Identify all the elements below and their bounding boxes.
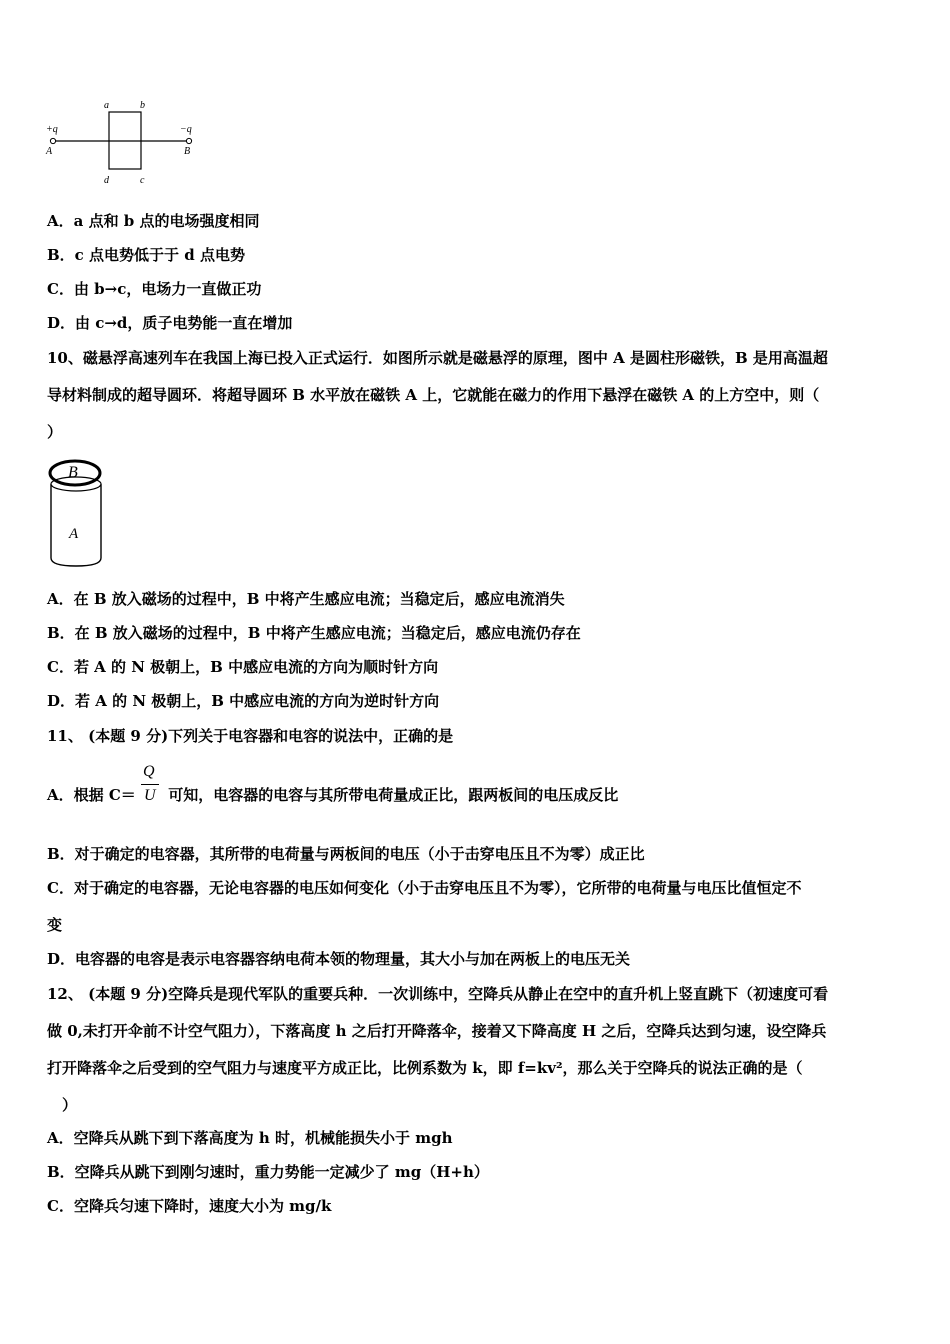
q12-stem-line1: 12、 (本题 9 分)空降兵是现代军队的重要兵种．一次训练中，空降兵从静止在空中的直升机上竖直跳下（初速度可看 (47, 985, 829, 1003)
q10-option-d: D．若 A 的 N 极朝上，B 中感应电流的方向为逆时针方向 (47, 692, 440, 710)
q11-option-d: D．电容器的电容是表示电容器容纳电荷本领的物理量，其大小与加在两板上的电压无关 (47, 950, 631, 968)
q11-stem: 11、 (本题 9 分)下列关于电容器和电容的说法中，正确的是 (47, 727, 454, 745)
q12-option-b: B．空降兵从跳下到刚匀速时，重力势能一定减少了 mg（H+h） (47, 1163, 489, 1181)
q11-option-a (47, 763, 619, 806)
q10-stem-line3: ） (47, 423, 63, 441)
figure-magnet-ring (44, 454, 110, 572)
label-B: B (184, 146, 191, 157)
charge-a-point (50, 138, 55, 143)
label-plus-q: +q (46, 124, 58, 135)
figure-charges-rectangle (40, 96, 210, 188)
q9-option-b: B．c 点电势低于于 d 点电势 (47, 246, 245, 264)
label-minus-q: −q (180, 124, 192, 135)
label-c: c (140, 175, 145, 186)
fraction-bar (141, 784, 159, 785)
q9-option-c: C．由 b→c，电场力一直做正功 (47, 280, 262, 298)
label-a: a (104, 100, 109, 111)
q12-stem-line4: ） (62, 1096, 78, 1114)
q10-option-b: B．在 B 放入磁场的过程中，B 中将产生感应电流；当稳定后，感应电流仍存在 (47, 624, 581, 642)
fraction-denominator: U (144, 787, 156, 804)
q11-option-c-line2: 变 (47, 916, 63, 934)
charge-b-point (186, 138, 191, 143)
q9-option-a: A．a 点和 b 点的电场强度相同 (47, 212, 260, 230)
q12-stem-line3: 打开降落伞之后受到的空气阻力与速度平方成正比，比例系数为 k，即 f=kv²，那么关于空降兵的说法正确的是（ (47, 1059, 803, 1077)
magnet-cylinder-body (51, 484, 101, 566)
magnet-label: A (69, 526, 79, 542)
fraction-numerator: Q (143, 763, 155, 780)
q10-option-c: C．若 A 的 N 极朝上，B 中感应电流的方向为顺时针方向 (47, 658, 439, 676)
label-A: A (46, 146, 53, 157)
ring-label: B (68, 464, 78, 481)
q11-option-a-suffix: 可知，电容器的电容与其所带电荷量成正比，跟两板间的电压成反比 (168, 786, 619, 804)
q12-stem-line2: 做 0,未打开伞前不计空气阻力），下落高度 h 之后打开降落伞，接着又下降高度 H 之后，空降兵达到匀速，设空降兵 (47, 1022, 827, 1040)
q10-option-a: A．在 B 放入磁场的过程中，B 中将产生感应电流；当稳定后，感应电流消失 (47, 590, 565, 608)
q10-stem-line1: 10、磁悬浮高速列车在我国上海已投入正式运行．如图所示就是磁悬浮的原理，图中 A 是圆柱形磁铁，B 是用高温超 (47, 349, 828, 367)
label-d: d (104, 175, 109, 186)
q10-stem-line2: 导材料制成的超导圆环．将超导圆环 B 水平放在磁铁 A 上，它就能在磁力的作用下悬浮在磁铁 A 的上方空中，则（ (47, 386, 820, 404)
q12-option-a: A．空降兵从跳下到下落高度为 h 时，机械能损失小于 mgh (47, 1129, 453, 1147)
q9-option-d: D．由 c→d，质子电势能一直在增加 (47, 314, 293, 332)
q12-option-c: C．空降兵匀速下降时，速度大小为 mg/k (47, 1197, 332, 1215)
q11-option-c-line1: C．对于确定的电容器，无论电容器的电压如何变化（小于击穿电压且不为零），它所带的电荷量与电压比值恒定不 (47, 879, 802, 897)
q11-option-b: B．对于确定的电容器，其所带的电荷量与两板间的电压（小于击穿电压且不为零）成正比 (47, 845, 645, 863)
q11-option-a-prefix: A．根据 C＝ (47, 786, 136, 804)
label-b: b (140, 100, 145, 111)
fraction-q-over-u (141, 763, 159, 806)
